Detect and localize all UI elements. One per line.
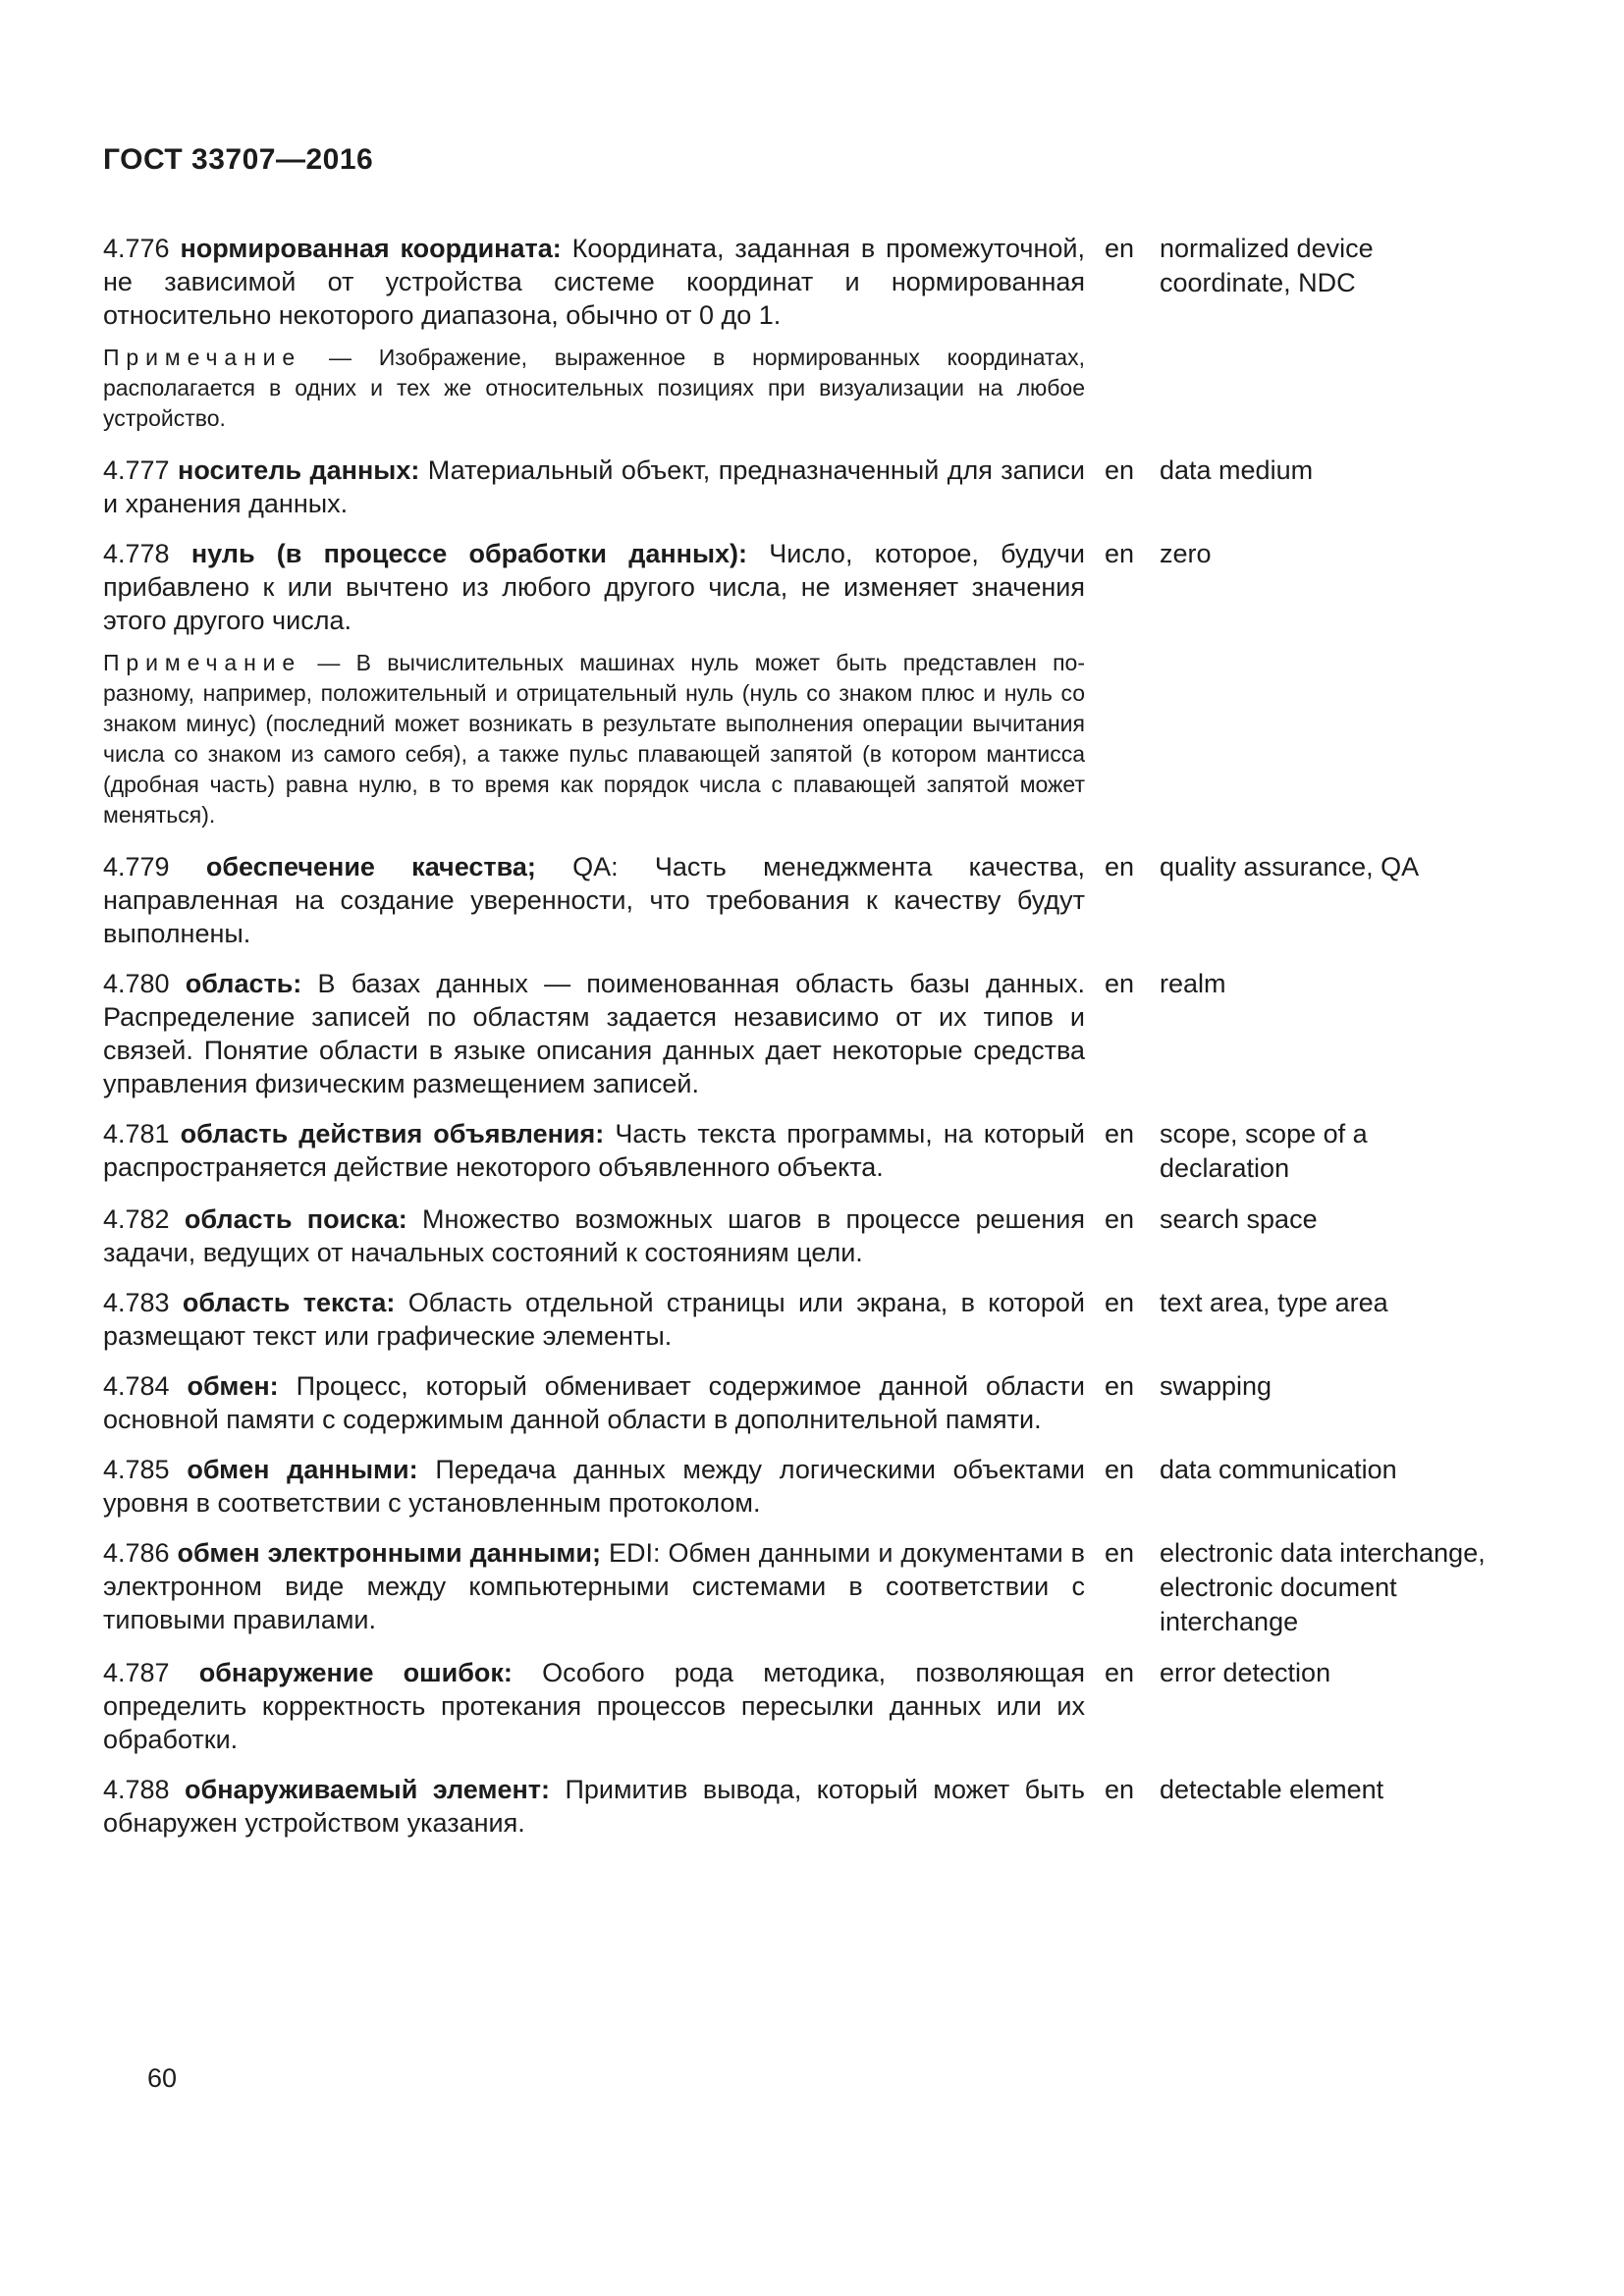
- entry-english-term: data communication: [1160, 1455, 1397, 1484]
- entry-russian-column: [103, 1453, 1085, 1520]
- entry-definition: [103, 967, 1085, 1100]
- entry-term: область действия объявления:: [180, 1119, 605, 1148]
- entry-definition-text: Материальный объект, предназначенный для записи и хранения данных.: [103, 455, 1085, 518]
- entry-term: обмен электронными данными;: [177, 1538, 601, 1568]
- entry-definition: [103, 1202, 1085, 1269]
- entry-english-term: zero: [1160, 539, 1212, 568]
- note-text: — В вычислительных машинах нуль может быть представлен по-разному, например, положительный и отрицательный нуль (нуль со знаком плюс и нуль со знаком минус) (последний может возникать в результате выполнения операции вычитания числа со знаком из самого себя), а также пульс плавающей запятой (в котором мантисса (дробная часть) равна нулю, в то время как порядок числа с плавающей запятой может меняться).: [103, 650, 1086, 828]
- entry-language-tag: en: [1105, 852, 1135, 881]
- entry-definition-text: Множество возможных шагов в процессе решения задачи, ведущих от начальных состояний к состояниям цели.: [103, 1204, 1085, 1267]
- entry-english-term: error detection: [1160, 1658, 1331, 1687]
- entry-number: 4.777: [103, 455, 170, 485]
- entry-term: нормированная координата:: [180, 234, 562, 263]
- entry-english-term: data medium: [1160, 455, 1314, 485]
- entry-language-tag: en: [1105, 539, 1135, 568]
- glossary-entry: [103, 537, 1537, 833]
- entry-number: 4.782: [103, 1204, 170, 1234]
- glossary-entry: [103, 967, 1537, 1100]
- entry-english-term: electronic data interchange, electronic document interchange: [1160, 1538, 1486, 1636]
- entry-language-tag: en: [1105, 1288, 1135, 1317]
- entry-note: [103, 343, 1085, 434]
- entry-definition: [103, 1286, 1085, 1353]
- entry-term: нуль (в процессе обработки данных):: [190, 539, 748, 568]
- glossary-entry: [103, 1286, 1537, 1353]
- entry-russian-column: [103, 1536, 1085, 1636]
- entry-language-tag: en: [1105, 1658, 1135, 1687]
- entry-language-tag: en: [1105, 1204, 1135, 1234]
- entry-definition-text: Координата, заданная в промежуточной, не зависимой от устройства системе координат и нормированная относительно некоторого диапазона, обычно от 0 до 1.: [103, 234, 1085, 330]
- glossary-entry: [103, 454, 1537, 520]
- entry-number: 4.785: [103, 1455, 170, 1484]
- glossary-entry: [103, 1656, 1537, 1756]
- entry-language-tag: en: [1105, 234, 1135, 263]
- entry-language-tag: en: [1105, 1119, 1135, 1148]
- entry-russian-column: [103, 1656, 1085, 1756]
- entry-definition-text: В базах данных — поименованная область базы данных. Распределение записей по областям задается независимо от их типов и связей. Понятие области в языке описания данных дает некоторые средства управления физическим размещением записей.: [103, 969, 1085, 1098]
- glossary-entry: [103, 1536, 1537, 1639]
- entry-definition: [103, 454, 1085, 520]
- entry-definition: [103, 1117, 1085, 1184]
- glossary-entry: [103, 1773, 1537, 1840]
- entry-russian-column: [103, 537, 1085, 833]
- entry-number: 4.783: [103, 1288, 170, 1317]
- glossary-entry: [103, 1369, 1537, 1436]
- entry-russian-column: [103, 1286, 1085, 1353]
- entry-definition: [103, 1656, 1085, 1756]
- entry-english-term: swapping: [1160, 1371, 1272, 1401]
- entry-english-term: text area, type area: [1160, 1288, 1388, 1317]
- glossary-entry: [103, 850, 1537, 950]
- entry-number: 4.784: [103, 1371, 170, 1401]
- entry-number: 4.786: [103, 1538, 170, 1568]
- glossary-entry: [103, 1453, 1537, 1520]
- entry-term: обнаруживаемый элемент:: [185, 1775, 550, 1804]
- entry-russian-column: [103, 967, 1085, 1100]
- entry-note: [103, 648, 1085, 830]
- entry-definition-text: Обмен данными и документами в электронном виде между компьютерными системами в соответствии с типовыми правилами.: [103, 1538, 1085, 1634]
- entry-russian-column: [103, 1117, 1085, 1184]
- entry-english-term: detectable element: [1160, 1775, 1384, 1804]
- entry-definition-text: Часть текста программы, на который распространяется действие некоторого объявленного объекта.: [103, 1119, 1086, 1182]
- entry-term: обнаружение ошибок:: [198, 1658, 513, 1687]
- glossary-entry: [103, 1202, 1537, 1269]
- entry-number: 4.788: [103, 1775, 170, 1804]
- entry-english-term: normalized device coordinate, NDC: [1160, 234, 1374, 297]
- glossary-entries: [103, 232, 1537, 1856]
- entry-definition-text: Особого рода методика, позволяющая определить корректность протекания процессов пересылки данных или их обработки.: [103, 1658, 1085, 1754]
- page-number: 60: [147, 2063, 178, 2093]
- entry-definition: [103, 1773, 1085, 1840]
- entry-language-tag: en: [1105, 1538, 1135, 1568]
- glossary-entry: [103, 1117, 1537, 1186]
- entry-russian-column: [103, 1202, 1085, 1269]
- entry-term: область поиска:: [184, 1204, 407, 1234]
- entry-language-tag: en: [1105, 1455, 1135, 1484]
- entry-number: 4.781: [103, 1119, 170, 1148]
- glossary-entry: [103, 232, 1537, 437]
- entry-definition: [103, 232, 1085, 332]
- entry-number: 4.787: [103, 1658, 170, 1687]
- entry-definition-text: Часть менеджмента качества, направленная на создание уверенности, что требования к качеству будут выполнены.: [103, 852, 1085, 948]
- entry-definition-text: Область отдельной страницы или экрана, в которой размещают текст или графические элементы.: [103, 1288, 1085, 1351]
- entry-english-term: quality assurance, QA: [1160, 852, 1420, 881]
- entry-english-term: scope, scope of a declaration: [1160, 1119, 1368, 1183]
- entry-language-tag: en: [1105, 1775, 1135, 1804]
- entry-russian-column: [103, 850, 1085, 950]
- entry-definition-text: Примитив вывода, который может быть обнаружен устройством указания.: [103, 1775, 1085, 1838]
- document-header: ГОСТ 33707—2016: [103, 143, 374, 176]
- entry-definition-text: Передача данных между логическими объектами уровня в соответствии с установленным протоколом.: [103, 1455, 1085, 1518]
- entry-definition: [103, 850, 1085, 950]
- entry-term-abbreviation: QA:: [572, 852, 619, 881]
- entry-term: обеспечение качества;: [205, 852, 536, 881]
- entry-term-abbreviation: EDI:: [608, 1538, 661, 1568]
- note-text: — Изображение, выраженное в нормированных координатах, располагается в одних и тех же относительных позициях при визуализации на любое устройство.: [103, 345, 1085, 431]
- entry-russian-column: [103, 232, 1085, 437]
- entry-term: обмен:: [187, 1371, 279, 1401]
- entry-term: обмен данными:: [187, 1455, 418, 1484]
- entry-definition: [103, 537, 1085, 637]
- entry-number: 4.780: [103, 969, 170, 998]
- entry-english-term: realm: [1160, 969, 1226, 998]
- entry-definition: [103, 1453, 1085, 1520]
- entry-russian-column: [103, 454, 1085, 520]
- entry-number: 4.778: [103, 539, 170, 568]
- entry-language-tag: en: [1105, 1371, 1135, 1401]
- entry-term: область:: [185, 969, 302, 998]
- entry-term: носитель данных:: [178, 455, 420, 485]
- note-label: Примечание: [103, 345, 302, 370]
- entry-definition-text: Число, которое, будучи прибавлено к или вычтено из любого другого числа, не изменяет значения этого другого числа.: [103, 539, 1085, 635]
- entry-number: 4.776: [103, 234, 170, 263]
- entry-definition: [103, 1369, 1085, 1436]
- entry-russian-column: [103, 1773, 1085, 1840]
- entry-number: 4.779: [103, 852, 170, 881]
- entry-definition-text: Процесс, который обменивает содержимое данной области основной памяти с содержимым данной области в дополнительной памяти.: [103, 1371, 1085, 1434]
- entry-language-tag: en: [1105, 455, 1135, 485]
- entry-russian-column: [103, 1369, 1085, 1436]
- entry-english-term: search space: [1160, 1204, 1318, 1234]
- entry-term: область текста:: [182, 1288, 396, 1317]
- entry-language-tag: en: [1105, 969, 1135, 998]
- note-label: Примечание: [103, 650, 302, 675]
- entry-definition: [103, 1536, 1085, 1636]
